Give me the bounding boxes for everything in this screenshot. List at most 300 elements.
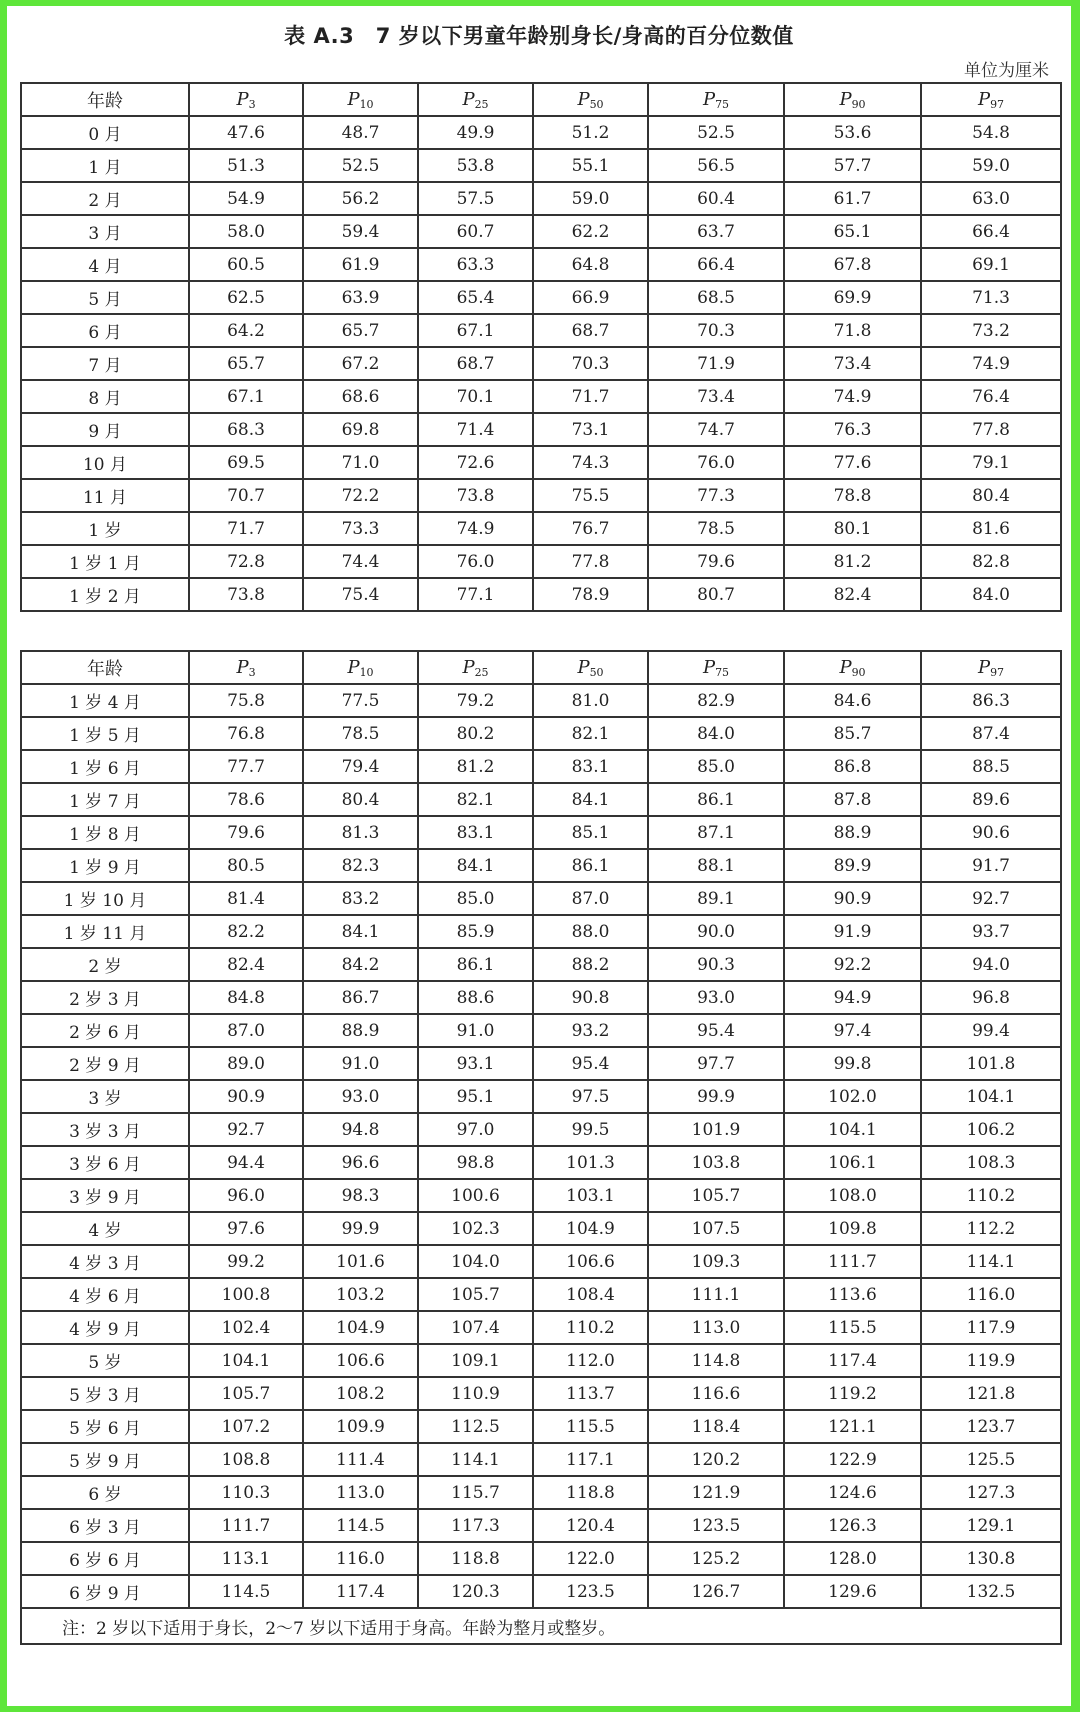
value-cell: 124.6 xyxy=(784,1476,921,1509)
value-cell: 67.1 xyxy=(189,380,303,413)
value-cell: 77.5 xyxy=(303,684,418,717)
value-cell: 61.9 xyxy=(303,248,418,281)
value-cell: 123.5 xyxy=(533,1575,648,1608)
value-cell: 64.8 xyxy=(533,248,648,281)
value-cell: 126.7 xyxy=(648,1575,784,1608)
value-cell: 132.5 xyxy=(921,1575,1061,1608)
header-row xyxy=(21,83,1061,116)
value-cell: 107.5 xyxy=(648,1212,784,1245)
value-cell: 87.1 xyxy=(648,816,784,849)
value-cell: 85.0 xyxy=(648,750,784,783)
value-cell: 104.1 xyxy=(921,1080,1061,1113)
header-row xyxy=(21,651,1061,684)
value-cell: 116.6 xyxy=(648,1377,784,1410)
value-cell: 80.4 xyxy=(303,783,418,816)
value-cell: 69.5 xyxy=(189,446,303,479)
table-note-row xyxy=(21,1608,1061,1644)
age-cell: 1 岁 7 月 xyxy=(21,783,189,816)
value-cell: 81.2 xyxy=(418,750,533,783)
value-cell: 56.2 xyxy=(303,182,418,215)
value-cell: 48.7 xyxy=(303,116,418,149)
value-cell: 108.4 xyxy=(533,1278,648,1311)
table-header xyxy=(21,83,1061,116)
value-cell: 97.5 xyxy=(533,1080,648,1113)
value-cell: 122.0 xyxy=(533,1542,648,1575)
value-cell: 105.7 xyxy=(648,1179,784,1212)
value-cell: 119.9 xyxy=(921,1344,1061,1377)
value-cell: 60.7 xyxy=(418,215,533,248)
value-cell: 89.1 xyxy=(648,882,784,915)
table-note: 注：2 岁以下适用于身长，2～7 岁以下适用于身高。年龄为整月或整岁。 xyxy=(21,1608,1061,1644)
value-cell: 70.1 xyxy=(418,380,533,413)
table-row xyxy=(21,1212,1061,1245)
value-cell: 115.5 xyxy=(784,1311,921,1344)
age-cell: 4 岁 9 月 xyxy=(21,1311,189,1344)
value-cell: 88.2 xyxy=(533,948,648,981)
age-cell: 2 岁 6 月 xyxy=(21,1014,189,1047)
value-cell: 78.6 xyxy=(189,783,303,816)
value-cell: 95.4 xyxy=(533,1047,648,1080)
value-cell: 85.1 xyxy=(533,816,648,849)
value-cell: 84.6 xyxy=(784,684,921,717)
value-cell: 74.9 xyxy=(784,380,921,413)
age-cell: 1 岁 8 月 xyxy=(21,816,189,849)
value-cell: 81.6 xyxy=(921,512,1061,545)
table-row xyxy=(21,578,1061,611)
age-cell: 7 月 xyxy=(21,347,189,380)
age-cell: 5 岁 9 月 xyxy=(21,1443,189,1476)
value-cell: 95.1 xyxy=(418,1080,533,1113)
value-cell: 86.1 xyxy=(533,849,648,882)
table-row xyxy=(21,1344,1061,1377)
table-body xyxy=(21,684,1061,1608)
value-cell: 121.8 xyxy=(921,1377,1061,1410)
table-row xyxy=(21,1443,1061,1476)
value-cell: 68.3 xyxy=(189,413,303,446)
value-cell: 74.9 xyxy=(921,347,1061,380)
value-cell: 84.1 xyxy=(533,783,648,816)
table-row xyxy=(21,981,1061,1014)
table-row xyxy=(21,1575,1061,1608)
value-cell: 61.7 xyxy=(784,182,921,215)
value-cell: 91.0 xyxy=(303,1047,418,1080)
value-cell: 81.2 xyxy=(784,545,921,578)
value-cell: 77.6 xyxy=(784,446,921,479)
value-cell: 99.9 xyxy=(303,1212,418,1245)
value-cell: 79.6 xyxy=(648,545,784,578)
value-cell: 87.0 xyxy=(189,1014,303,1047)
value-cell: 110.2 xyxy=(533,1311,648,1344)
value-cell: 53.8 xyxy=(418,149,533,182)
value-cell: 78.8 xyxy=(784,479,921,512)
value-cell: 112.0 xyxy=(533,1344,648,1377)
value-cell: 59.0 xyxy=(921,149,1061,182)
value-cell: 123.7 xyxy=(921,1410,1061,1443)
age-cell: 2 月 xyxy=(21,182,189,215)
value-cell: 65.4 xyxy=(418,281,533,314)
value-cell: 111.4 xyxy=(303,1443,418,1476)
age-cell: 2 岁 9 月 xyxy=(21,1047,189,1080)
header-p3: $P_3$ xyxy=(189,651,303,684)
value-cell: 121.9 xyxy=(648,1476,784,1509)
table-row xyxy=(21,1377,1061,1410)
value-cell: 67.1 xyxy=(418,314,533,347)
value-cell: 98.8 xyxy=(418,1146,533,1179)
table-row xyxy=(21,717,1061,750)
value-cell: 104.9 xyxy=(303,1311,418,1344)
age-cell: 3 岁 9 月 xyxy=(21,1179,189,1212)
value-cell: 113.7 xyxy=(533,1377,648,1410)
age-cell: 10 月 xyxy=(21,446,189,479)
age-cell: 1 岁 5 月 xyxy=(21,717,189,750)
value-cell: 75.8 xyxy=(189,684,303,717)
value-cell: 71.0 xyxy=(303,446,418,479)
value-cell: 116.0 xyxy=(303,1542,418,1575)
table-row xyxy=(21,1047,1061,1080)
value-cell: 84.0 xyxy=(648,717,784,750)
value-cell: 101.8 xyxy=(921,1047,1061,1080)
value-cell: 97.4 xyxy=(784,1014,921,1047)
value-cell: 108.0 xyxy=(784,1179,921,1212)
value-cell: 90.9 xyxy=(784,882,921,915)
value-cell: 93.2 xyxy=(533,1014,648,1047)
table-row xyxy=(21,512,1061,545)
table-body xyxy=(21,116,1061,611)
value-cell: 101.9 xyxy=(648,1113,784,1146)
value-cell: 115.7 xyxy=(418,1476,533,1509)
table-row xyxy=(21,948,1061,981)
table-row xyxy=(21,380,1061,413)
age-cell: 5 岁 xyxy=(21,1344,189,1377)
age-cell: 3 岁 xyxy=(21,1080,189,1113)
table-header xyxy=(21,651,1061,684)
value-cell: 59.4 xyxy=(303,215,418,248)
value-cell: 115.5 xyxy=(533,1410,648,1443)
value-cell: 107.4 xyxy=(418,1311,533,1344)
age-cell: 6 月 xyxy=(21,314,189,347)
value-cell: 98.3 xyxy=(303,1179,418,1212)
header-age: 年龄 xyxy=(21,651,189,684)
value-cell: 67.8 xyxy=(784,248,921,281)
percentile-table-part-2 xyxy=(20,650,1062,1645)
value-cell: 69.8 xyxy=(303,413,418,446)
value-cell: 81.3 xyxy=(303,816,418,849)
value-cell: 88.9 xyxy=(784,816,921,849)
value-cell: 79.4 xyxy=(303,750,418,783)
age-cell: 4 岁 6 月 xyxy=(21,1278,189,1311)
value-cell: 56.5 xyxy=(648,149,784,182)
value-cell: 93.1 xyxy=(418,1047,533,1080)
value-cell: 67.2 xyxy=(303,347,418,380)
value-cell: 118.8 xyxy=(533,1476,648,1509)
table-row xyxy=(21,248,1061,281)
value-cell: 63.9 xyxy=(303,281,418,314)
value-cell: 71.4 xyxy=(418,413,533,446)
value-cell: 128.0 xyxy=(784,1542,921,1575)
value-cell: 105.7 xyxy=(418,1278,533,1311)
value-cell: 71.7 xyxy=(189,512,303,545)
value-cell: 97.7 xyxy=(648,1047,784,1080)
table-row xyxy=(21,1410,1061,1443)
value-cell: 92.7 xyxy=(921,882,1061,915)
value-cell: 52.5 xyxy=(648,116,784,149)
value-cell: 80.5 xyxy=(189,849,303,882)
value-cell: 113.0 xyxy=(303,1476,418,1509)
age-cell: 3 岁 3 月 xyxy=(21,1113,189,1146)
value-cell: 92.2 xyxy=(784,948,921,981)
age-cell: 4 岁 3 月 xyxy=(21,1245,189,1278)
value-cell: 86.3 xyxy=(921,684,1061,717)
table-row xyxy=(21,281,1061,314)
value-cell: 78.9 xyxy=(533,578,648,611)
value-cell: 68.5 xyxy=(648,281,784,314)
age-cell: 0 月 xyxy=(21,116,189,149)
table-row xyxy=(21,116,1061,149)
value-cell: 106.6 xyxy=(533,1245,648,1278)
header-age: 年龄 xyxy=(21,83,189,116)
value-cell: 120.2 xyxy=(648,1443,784,1476)
value-cell: 79.2 xyxy=(418,684,533,717)
value-cell: 79.6 xyxy=(189,816,303,849)
value-cell: 73.8 xyxy=(418,479,533,512)
table-row xyxy=(21,1113,1061,1146)
value-cell: 96.8 xyxy=(921,981,1061,1014)
value-cell: 90.9 xyxy=(189,1080,303,1113)
value-cell: 54.8 xyxy=(921,116,1061,149)
value-cell: 105.7 xyxy=(189,1377,303,1410)
age-cell: 5 月 xyxy=(21,281,189,314)
value-cell: 76.4 xyxy=(921,380,1061,413)
table-row xyxy=(21,413,1061,446)
table-row xyxy=(21,1146,1061,1179)
value-cell: 68.6 xyxy=(303,380,418,413)
value-cell: 51.3 xyxy=(189,149,303,182)
value-cell: 80.1 xyxy=(784,512,921,545)
value-cell: 120.4 xyxy=(533,1509,648,1542)
value-cell: 65.7 xyxy=(303,314,418,347)
value-cell: 64.2 xyxy=(189,314,303,347)
value-cell: 75.4 xyxy=(303,578,418,611)
value-cell: 117.3 xyxy=(418,1509,533,1542)
header-p25: $P_{25}$ xyxy=(418,83,533,116)
value-cell: 125.5 xyxy=(921,1443,1061,1476)
table-row xyxy=(21,816,1061,849)
age-cell: 1 岁 10 月 xyxy=(21,882,189,915)
value-cell: 49.9 xyxy=(418,116,533,149)
value-cell: 117.1 xyxy=(533,1443,648,1476)
value-cell: 108.8 xyxy=(189,1443,303,1476)
age-cell: 2 岁 xyxy=(21,948,189,981)
value-cell: 74.3 xyxy=(533,446,648,479)
header-p25: $P_{25}$ xyxy=(418,651,533,684)
value-cell: 83.1 xyxy=(533,750,648,783)
value-cell: 73.1 xyxy=(533,413,648,446)
value-cell: 108.2 xyxy=(303,1377,418,1410)
value-cell: 66.4 xyxy=(648,248,784,281)
value-cell: 89.6 xyxy=(921,783,1061,816)
value-cell: 96.0 xyxy=(189,1179,303,1212)
value-cell: 113.1 xyxy=(189,1542,303,1575)
value-cell: 60.4 xyxy=(648,182,784,215)
value-cell: 80.4 xyxy=(921,479,1061,512)
header-p10: $P_{10}$ xyxy=(303,651,418,684)
value-cell: 84.8 xyxy=(189,981,303,1014)
value-cell: 79.1 xyxy=(921,446,1061,479)
age-cell: 1 岁 6 月 xyxy=(21,750,189,783)
value-cell: 109.3 xyxy=(648,1245,784,1278)
value-cell: 80.7 xyxy=(648,578,784,611)
value-cell: 82.8 xyxy=(921,545,1061,578)
value-cell: 71.7 xyxy=(533,380,648,413)
header-p97: $P_{97}$ xyxy=(921,651,1061,684)
value-cell: 90.3 xyxy=(648,948,784,981)
value-cell: 103.2 xyxy=(303,1278,418,1311)
unit-label: 单位为厘米 xyxy=(964,61,1049,81)
table-row xyxy=(21,1311,1061,1344)
value-cell: 130.8 xyxy=(921,1542,1061,1575)
value-cell: 53.6 xyxy=(784,116,921,149)
table-row xyxy=(21,849,1061,882)
value-cell: 76.8 xyxy=(189,717,303,750)
value-cell: 69.9 xyxy=(784,281,921,314)
value-cell: 47.6 xyxy=(189,116,303,149)
value-cell: 77.8 xyxy=(533,545,648,578)
table-row xyxy=(21,182,1061,215)
value-cell: 84.1 xyxy=(303,915,418,948)
value-cell: 99.9 xyxy=(648,1080,784,1113)
value-cell: 74.9 xyxy=(418,512,533,545)
value-cell: 82.4 xyxy=(189,948,303,981)
value-cell: 91.7 xyxy=(921,849,1061,882)
header-p3: $P_3$ xyxy=(189,83,303,116)
value-cell: 89.9 xyxy=(784,849,921,882)
age-cell: 5 岁 3 月 xyxy=(21,1377,189,1410)
value-cell: 65.7 xyxy=(189,347,303,380)
value-cell: 127.3 xyxy=(921,1476,1061,1509)
value-cell: 117.4 xyxy=(784,1344,921,1377)
value-cell: 93.0 xyxy=(303,1080,418,1113)
value-cell: 97.0 xyxy=(418,1113,533,1146)
value-cell: 85.9 xyxy=(418,915,533,948)
value-cell: 94.0 xyxy=(921,948,1061,981)
value-cell: 88.6 xyxy=(418,981,533,1014)
value-cell: 78.5 xyxy=(303,717,418,750)
value-cell: 73.4 xyxy=(648,380,784,413)
value-cell: 88.5 xyxy=(921,750,1061,783)
age-cell: 8 月 xyxy=(21,380,189,413)
value-cell: 108.3 xyxy=(921,1146,1061,1179)
value-cell: 111.7 xyxy=(784,1245,921,1278)
value-cell: 114.5 xyxy=(303,1509,418,1542)
value-cell: 68.7 xyxy=(418,347,533,380)
value-cell: 126.3 xyxy=(784,1509,921,1542)
value-cell: 113.6 xyxy=(784,1278,921,1311)
age-cell: 1 月 xyxy=(21,149,189,182)
value-cell: 102.3 xyxy=(418,1212,533,1245)
table-row xyxy=(21,1014,1061,1047)
table-row xyxy=(21,783,1061,816)
value-cell: 74.7 xyxy=(648,413,784,446)
value-cell: 81.4 xyxy=(189,882,303,915)
table-row xyxy=(21,750,1061,783)
value-cell: 73.3 xyxy=(303,512,418,545)
value-cell: 94.9 xyxy=(784,981,921,1014)
document-page xyxy=(7,6,1071,1706)
value-cell: 73.4 xyxy=(784,347,921,380)
value-cell: 104.1 xyxy=(189,1344,303,1377)
value-cell: 77.1 xyxy=(418,578,533,611)
value-cell: 62.5 xyxy=(189,281,303,314)
table-row xyxy=(21,915,1061,948)
value-cell: 95.4 xyxy=(648,1014,784,1047)
value-cell: 109.1 xyxy=(418,1344,533,1377)
value-cell: 102.0 xyxy=(784,1080,921,1113)
header-p50: $P_{50}$ xyxy=(533,651,648,684)
value-cell: 76.7 xyxy=(533,512,648,545)
value-cell: 110.9 xyxy=(418,1377,533,1410)
value-cell: 72.8 xyxy=(189,545,303,578)
value-cell: 75.5 xyxy=(533,479,648,512)
table-row xyxy=(21,479,1061,512)
value-cell: 82.1 xyxy=(533,717,648,750)
header-p50: $P_{50}$ xyxy=(533,83,648,116)
value-cell: 51.2 xyxy=(533,116,648,149)
value-cell: 55.1 xyxy=(533,149,648,182)
value-cell: 69.1 xyxy=(921,248,1061,281)
value-cell: 73.2 xyxy=(921,314,1061,347)
value-cell: 112.2 xyxy=(921,1212,1061,1245)
value-cell: 87.0 xyxy=(533,882,648,915)
table-row xyxy=(21,1245,1061,1278)
value-cell: 57.7 xyxy=(784,149,921,182)
age-cell: 5 岁 6 月 xyxy=(21,1410,189,1443)
value-cell: 103.8 xyxy=(648,1146,784,1179)
value-cell: 84.0 xyxy=(921,578,1061,611)
age-cell: 1 岁 4 月 xyxy=(21,684,189,717)
value-cell: 86.8 xyxy=(784,750,921,783)
value-cell: 121.1 xyxy=(784,1410,921,1443)
table-row xyxy=(21,684,1061,717)
value-cell: 110.3 xyxy=(189,1476,303,1509)
value-cell: 112.5 xyxy=(418,1410,533,1443)
value-cell: 118.8 xyxy=(418,1542,533,1575)
value-cell: 76.0 xyxy=(648,446,784,479)
value-cell: 65.1 xyxy=(784,215,921,248)
value-cell: 86.1 xyxy=(418,948,533,981)
value-cell: 76.3 xyxy=(784,413,921,446)
age-cell: 6 岁 3 月 xyxy=(21,1509,189,1542)
value-cell: 70.7 xyxy=(189,479,303,512)
value-cell: 90.0 xyxy=(648,915,784,948)
value-cell: 58.0 xyxy=(189,215,303,248)
value-cell: 114.5 xyxy=(189,1575,303,1608)
value-cell: 82.4 xyxy=(784,578,921,611)
value-cell: 74.4 xyxy=(303,545,418,578)
value-cell: 66.9 xyxy=(533,281,648,314)
value-cell: 84.2 xyxy=(303,948,418,981)
value-cell: 71.3 xyxy=(921,281,1061,314)
value-cell: 113.0 xyxy=(648,1311,784,1344)
table-row xyxy=(21,1080,1061,1113)
value-cell: 90.6 xyxy=(921,816,1061,849)
percentile-table-part-1 xyxy=(20,82,1062,612)
age-cell: 1 岁 9 月 xyxy=(21,849,189,882)
table-row xyxy=(21,149,1061,182)
value-cell: 91.9 xyxy=(784,915,921,948)
value-cell: 62.2 xyxy=(533,215,648,248)
value-cell: 72.6 xyxy=(418,446,533,479)
age-cell: 9 月 xyxy=(21,413,189,446)
